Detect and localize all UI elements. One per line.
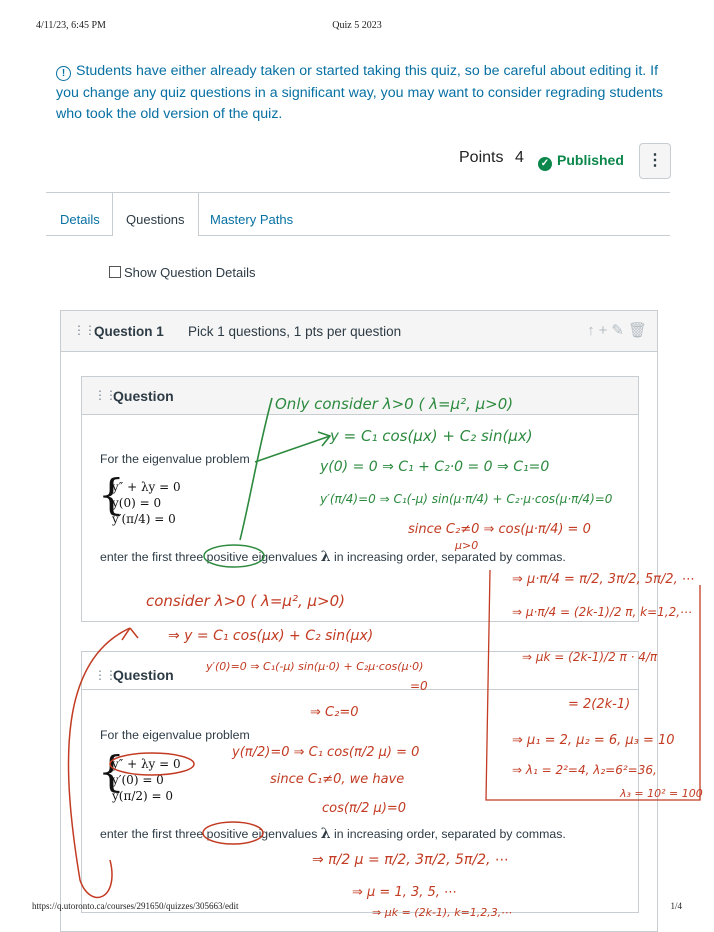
prompt-text: in increasing order, separated by commas.: [334, 827, 566, 841]
brace-glyph: {: [98, 470, 125, 519]
annotation-line: ⇒ y = C₁ cos(μx) + C₂ sin(μx): [168, 628, 374, 644]
footer-url: https://q.utoronto.ca/courses/291650/quizzes/305663/edit: [32, 901, 239, 911]
annotation-line: ⇒ λ₁ = 2²=4, λ₂=6²=36,: [512, 763, 657, 777]
question-title: Question: [113, 388, 174, 404]
points-label: Points: [459, 149, 504, 166]
prompt-text: in increasing order, separated by commas.: [334, 550, 566, 564]
annotation-line: y = C₁ cos(μx) + C₂ sin(μx): [330, 427, 533, 445]
question-title: Question: [113, 667, 174, 683]
drag-handle-icon[interactable]: ⋮⋮: [94, 388, 116, 402]
lambda-symbol: λ: [320, 826, 331, 842]
check-circle-icon: ✓: [538, 157, 552, 171]
question-group-title: Question 1: [94, 324, 164, 339]
annotation-line: ⇒ μ = 1, 3, 5, ⋯: [352, 885, 458, 900]
annotation-line: consider λ>0 ( λ=μ², μ>0): [146, 592, 346, 610]
annotation-line: = 2(2k-1): [568, 697, 631, 712]
annotation-line: since C₁≠0, we have: [270, 772, 405, 787]
question-intro: For the eigenvalue problem: [100, 728, 250, 742]
annotation-line: ⇒ π/2 μ = π/2, 3π/2, 5π/2, ⋯: [312, 852, 509, 868]
tab-mastery-paths[interactable]: Mastery Paths: [210, 212, 294, 227]
print-title: Quiz 5 2023: [332, 20, 382, 31]
annotation-line: ⇒ μ·π/4 = π/2, 3π/2, 5π/2, ⋯: [512, 572, 695, 587]
print-footer: [32, 901, 682, 911]
kebab-icon: ⋮: [647, 152, 663, 169]
published-label: Published: [557, 152, 624, 168]
equation-line: y(π/2) = 0: [112, 789, 174, 803]
red-circle: [110, 753, 194, 775]
equation-line: y′(π/4) = 0: [112, 512, 176, 526]
print-date: 4/11/23, 6:45 PM: [36, 20, 106, 31]
annotation-line: y(0) = 0 ⇒ C₁ + C₂·0 = 0 ⇒ C₁=0: [320, 459, 550, 475]
red-arrow: [68, 628, 130, 897]
warning-text: Students have either already taken or started taking this quiz, so be careful about editing it. If you change any quiz questions in a significant way, you may want to consider regrading students who took the old version of the quiz.: [56, 63, 663, 122]
prompt-text: enter the first three positive eigenvalues: [100, 550, 318, 564]
annotation-line: μ>0: [455, 539, 479, 552]
show-details-label: Show Question Details: [124, 265, 256, 280]
annotation-line: ⇒ μk = (2k-1)/2 π · 4/π: [522, 650, 658, 664]
annotation-line: y′(π/4)=0 ⇒ C₁(-μ) sin(μ·π/4) + C₂·μ·cos(μ·π/4)=0: [320, 492, 613, 506]
tab-details[interactable]: Details: [60, 212, 100, 227]
annotation-line: since C₂≠0 ⇒ cos(μ·π/4) = 0: [408, 522, 591, 537]
annotation-line: Only consider λ>0 ( λ=μ², μ>0): [275, 395, 514, 413]
green-annotations: [204, 395, 613, 567]
green-circle: [204, 545, 264, 567]
lambda-symbol: λ: [320, 549, 331, 565]
annotation-line: cos(π/2 μ)=0: [322, 801, 407, 816]
equation-line: y′(0) = 0: [112, 773, 164, 787]
equation-line: y(0) = 0: [112, 496, 162, 510]
annotation-line: ⇒ μ₁ = 2, μ₂ = 6, μ₃ = 10: [512, 733, 675, 748]
tab-questions[interactable]: Questions: [112, 193, 199, 236]
question-intro: For the eigenvalue problem: [100, 452, 250, 466]
plus-icon[interactable]: +: [598, 322, 608, 339]
equation-line: y″ + λy = 0: [112, 757, 181, 771]
prompt-text: enter the first three positive eigenvalues: [100, 827, 318, 841]
annotation-line: λ₃ = 10² = 100: [620, 787, 703, 800]
annotation-line: =0: [410, 679, 428, 693]
annotation-line: ⇒ μk = (2k-1), k=1,2,3,⋯: [372, 906, 513, 918]
info-icon: !: [56, 66, 71, 81]
green-arrow: [255, 432, 330, 462]
red-arrow-head: [122, 628, 138, 640]
points-value: 4: [515, 149, 524, 166]
annotation-line: y′(0)=0 ⇒ C₁(-μ) sin(μ·0) + C₂μ·cos(μ·0): [206, 660, 424, 673]
pencil-icon[interactable]: ✎: [611, 322, 624, 339]
arrow-up-icon[interactable]: ↑: [587, 322, 595, 339]
drag-handle-icon[interactable]: ⋮⋮: [73, 323, 95, 337]
red-annotations: [68, 570, 702, 918]
question-group-description: Pick 1 questions, 1 pts per question: [188, 324, 402, 339]
equation-line: y″ + λy = 0: [112, 480, 181, 494]
annotation-line: ⇒ C₂=0: [310, 705, 359, 720]
annotation-line: ⇒ μ·π/4 = (2k-1)/2 π, k=1,2,⋯: [512, 605, 693, 619]
page-number: 1/4: [670, 901, 682, 911]
drag-handle-icon[interactable]: ⋮⋮: [94, 668, 116, 682]
brace-glyph: {: [98, 747, 125, 796]
trash-icon[interactable]: 🗑: [627, 322, 647, 339]
annotation-line: y(π/2)=0 ⇒ C₁ cos(π/2 μ) = 0: [232, 745, 420, 760]
green-arrow: [240, 398, 272, 540]
red-circle: [203, 822, 263, 844]
